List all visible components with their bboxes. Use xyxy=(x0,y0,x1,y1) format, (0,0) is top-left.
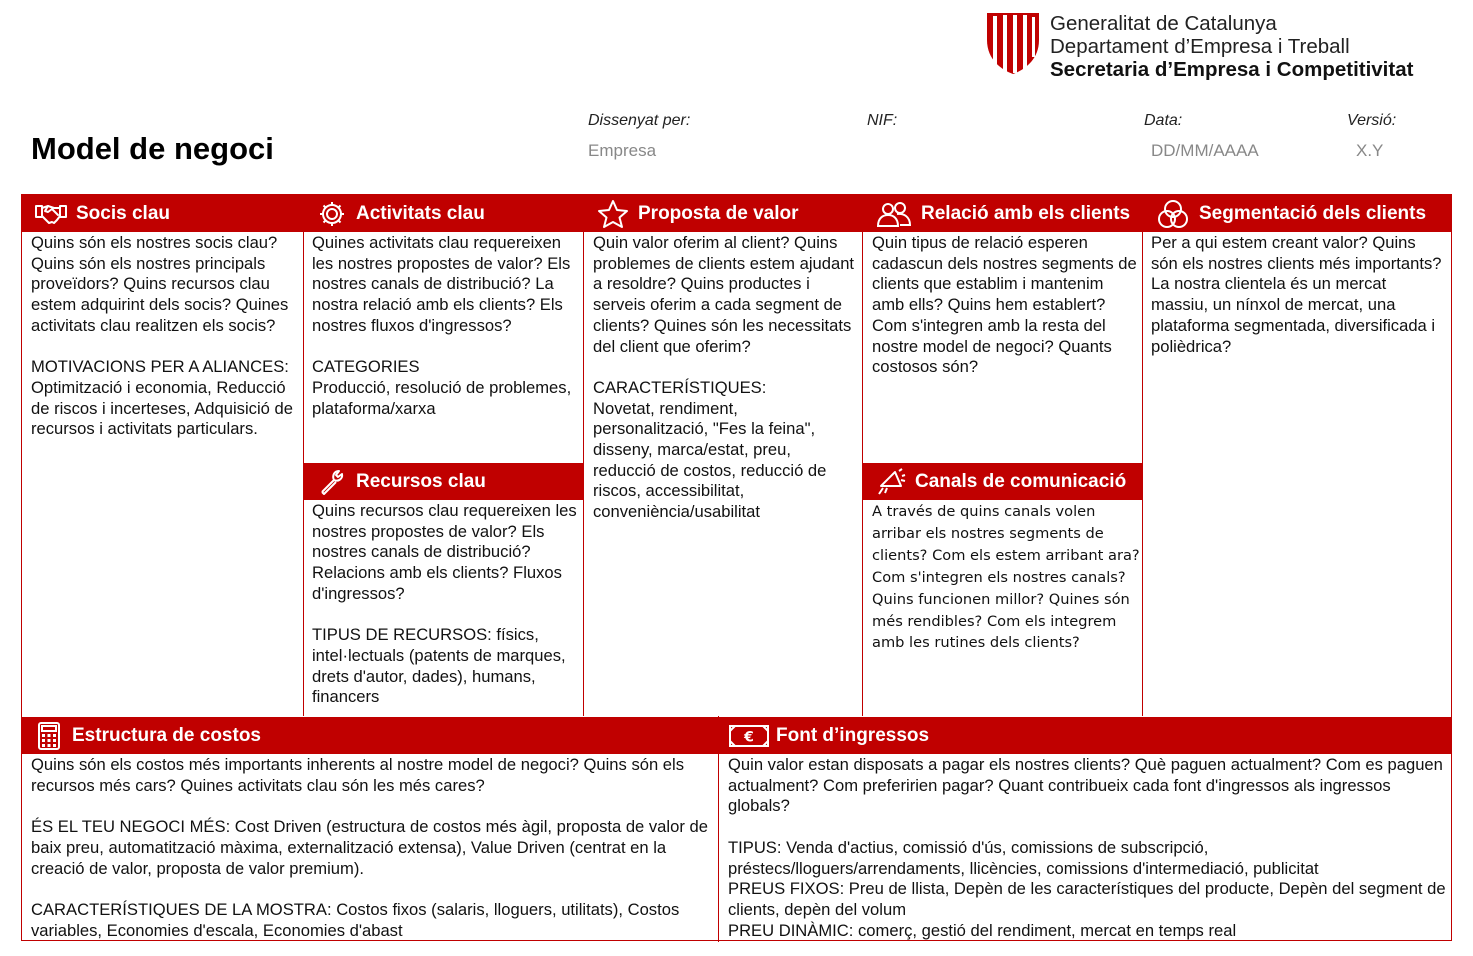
svg-text:€: € xyxy=(744,729,754,745)
date-label: Data: xyxy=(1144,112,1183,129)
socis-clau-header xyxy=(22,195,303,232)
proposta-valor-header xyxy=(584,195,862,232)
wrench-icon xyxy=(316,468,348,496)
segmentacio-text[interactable]: Per a qui estem creant valor? Quins són els nostres clients més importants? La nostra clientela és un mercat massiu, un nínxol de mercat, una plataforma segmentada, diversificada i polièdrica? xyxy=(1151,233,1442,356)
canals-title: Canals de comunicació xyxy=(915,470,1127,492)
segmentacio-title: Segmentació dels clients xyxy=(1199,202,1427,224)
date-field[interactable]: DD/MM/AAAA xyxy=(1151,141,1259,160)
recursos-clau-text[interactable]: Quins recursos clau requereixen les nostres propostes de valor? Els nostres canals de distribució? Relacions amb els clients? Fluxos d'ingressos? TIPUS DE RECURSOS: físics, intel·lectuals (patents de marques, drets d'autor, dades), humans, financers xyxy=(312,501,577,707)
canals-text[interactable]: A través de quins canals volen arribar els nostres segments de clients? Com els estem arribant ara? Com s'integren els nostres canals? Quins funcionen millor? Quines són més rendibles? Com els integrem amb les rutines dels clients? xyxy=(872,503,1140,652)
ingressos-text[interactable]: Quin valor estan disposats a pagar els nostres clients? Què paguen actualment? Com es paguen actualment? Com preferirien pagar? Quant contribueix cada font d'ingressos als ingressos globals? TIPUS: Venda d'actius, comissió d'ús, comissions de subscripció, préstecs/lloguers/arrendaments, llicències, comissions d'intermediació, publicitat PREUS FIXOS: Preu de llista, Depèn de les característiques del producte, Depèn del segment de clients, depèn del volum PREU DINÀMIC: comerç, gestió del rendiment, mercat en temps real xyxy=(728,755,1446,940)
activitats-clau-text[interactable]: Quines activitats clau requereixen les nostres propostes de valor? Els nostres canals de distribució? La nostra relació amb els clients? Els nostres fluxos d'ingressos? CATEGORIES Producció, resolució de problemes, plataforma/xarxa xyxy=(312,233,572,418)
divider xyxy=(583,195,584,716)
ingressos-header xyxy=(719,717,1451,754)
proposta-valor-text[interactable]: Quin valor oferim al client? Quins problemes de clients estem ajudant a resoldre? Quins productes i serveis oferim a cada segment de clients? Quines són les necessitats del client que oferim? CARACTERÍSTIQUES: Novetat, rendiment, personalització, "Fes la feina", disseny, marca/estat, preu, reducció de costos, reducció de riscos, accessibilitat, conveniència/usabilitat xyxy=(593,233,855,522)
euro-banknote-icon xyxy=(728,722,770,750)
logo-line-1: Generalitat de Catalunya xyxy=(1050,12,1277,35)
canals-header xyxy=(863,463,1142,500)
costos-header xyxy=(22,717,718,754)
designed-by-label: Dissenyat per: xyxy=(588,112,691,129)
activitats-clau-header xyxy=(304,195,583,232)
costos-title: Estructura de costos xyxy=(72,724,261,746)
venn-icon xyxy=(1155,199,1191,229)
activitats-clau-title: Activitats clau xyxy=(356,202,485,224)
socis-clau-title: Socis clau xyxy=(76,202,170,224)
gear-icon xyxy=(316,200,348,228)
ingressos-title: Font d’ingressos xyxy=(776,724,930,746)
people-icon xyxy=(875,200,913,228)
business-model-canvas xyxy=(21,194,1452,941)
designed-by-field[interactable]: Empresa xyxy=(588,141,657,160)
nif-label: NIF: xyxy=(867,112,898,129)
costos-text[interactable]: Quins són els costos més importants inherents al nostre model de negoci? Quins són els recursos més cars? Quines activitats clau són les més cares? ÉS EL TEU NEGOCI MÉS: Cost Driven (estructura de costos més àgil, proposta de valor de baix preu, automatització màxima, externalització extensa), Value Driven (centrat en la creació de valor, proposta de valor premium). CARACTERÍSTIQUES DE LA MOSTRA: Costos fixos (salaris, lloguers, utilitats), Costos variables, Economies d'escala, Economies d'abast xyxy=(31,755,708,940)
recursos-clau-header xyxy=(304,463,583,500)
star-icon xyxy=(596,199,630,229)
calculator-icon xyxy=(34,721,64,751)
megaphone-icon xyxy=(875,468,907,496)
relacio-clients-title: Relació amb els clients xyxy=(921,202,1131,224)
socis-clau-text[interactable]: Quins són els nostres socis clau? Quins són els nostres principals proveïdors? Quins recursos clau estem adquirint dels socis? Quines activitats clau realitzen els socis? MOTIVACIONS PER A ALIANCES: Optimització i economia, Reducció de riscos i incerteses, Adquisició de recursos i activitats particulars. xyxy=(31,233,293,439)
handshake-icon xyxy=(34,201,68,227)
divider xyxy=(862,195,863,716)
logo-line-2: Departament d’Empresa i Treball xyxy=(1050,35,1350,58)
divider xyxy=(303,195,304,716)
proposta-valor-title: Proposta de valor xyxy=(638,202,799,224)
segmentacio-header xyxy=(1143,195,1451,232)
relacio-clients-header xyxy=(863,195,1142,232)
generalitat-logo-icon xyxy=(984,10,1042,76)
version-field[interactable]: X.Y xyxy=(1356,141,1384,160)
logo-text xyxy=(1050,12,1413,81)
relacio-clients-text[interactable]: Quin tipus de relació esperen cadascun dels nostres segments de clients que establim i mantenim amb ells? Quins hem establert? Com s'integren amb la resta del nostre model de negoci? Quants costosos són? xyxy=(872,233,1137,377)
logo-line-3: Secretaria d’Empresa i Competitivitat xyxy=(1050,58,1414,81)
recursos-clau-title: Recursos clau xyxy=(356,470,486,492)
version-label: Versió: xyxy=(1347,112,1397,129)
page-title: Model de negoci xyxy=(31,131,274,166)
divider xyxy=(1142,195,1143,716)
